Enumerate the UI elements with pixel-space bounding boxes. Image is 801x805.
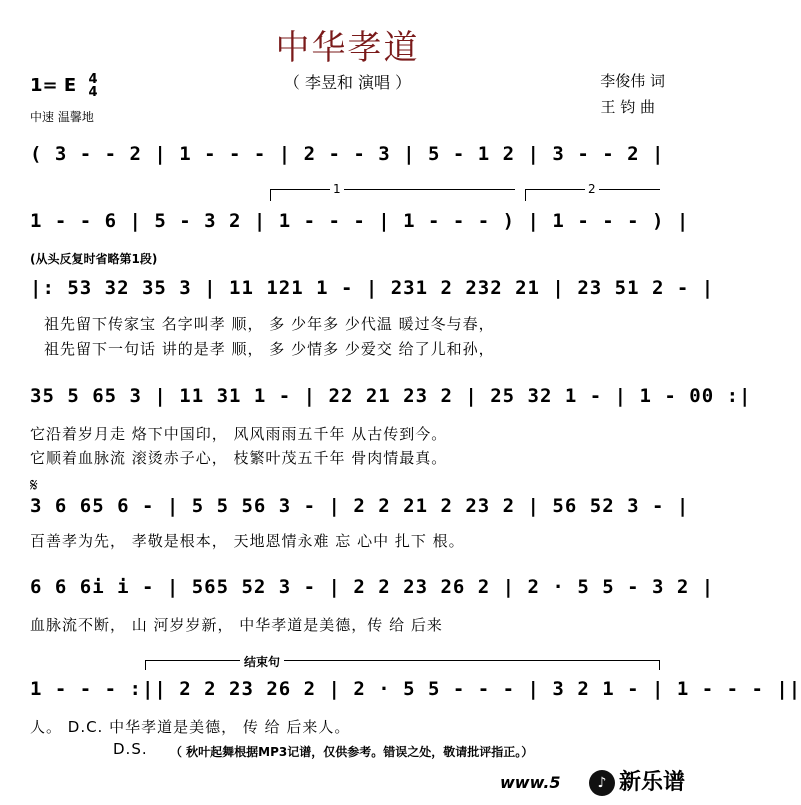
volta-number-2: 2: [585, 182, 599, 196]
score-row-1: ( 3 - - 2 | 1 - - - | 2 - - 3 | 5 - 1 2 | 3 - - 2 |: [30, 143, 665, 165]
ending-bracket-start: [145, 660, 146, 670]
volta-bracket-2-start: [525, 189, 526, 201]
site-logo: [589, 765, 685, 796]
score-row-7: 1 - - - :|| 2 2 23 26 2 | 2 · 5 5 - - - | 3 2 1 - | 1 - - - ||: [30, 678, 801, 700]
score-row-2: 1 - - 6 | 5 - 3 2 | 1 - - - | 1 - - - ) | 1 - - - ) |: [30, 210, 690, 232]
ending-label: 结束句: [240, 653, 284, 670]
music-note-icon: ♪: [589, 770, 615, 796]
meter-top: 4: [88, 72, 98, 87]
logo-text: 新乐谱: [618, 770, 685, 795]
lyric-row-5: 百善孝为先， 孝敬是根本， 天地恩情永难 忘 心中 扎下 根。: [30, 532, 465, 550]
singer-credit: （ 李昱和 演唱 ）: [283, 73, 412, 92]
lyric-row-3-verse-1: 祖先留下传家宝 名字叫孝 顺， 多 少年多 少代温 暖过冬与春，: [44, 315, 495, 333]
volta-number-1: 1: [330, 182, 344, 196]
lyric-row-6: 血脉流不断， 山 河岁岁新， 中华孝道是美德，传 给 后来: [30, 616, 443, 634]
repeat-note: (从头反复时省略第1段): [30, 252, 158, 266]
score-row-6: 6 6 6i i - | 565 52 3 - | 2 2 23 26 2 | 2 · 5 5 - 3 2 |: [30, 576, 715, 598]
segno-icon: 𝄋: [30, 475, 38, 496]
key-signature: [30, 73, 98, 99]
ending-bracket: [145, 660, 660, 661]
composer-credit: 王 钧 曲: [600, 98, 655, 116]
volta-bracket-1: [270, 189, 515, 190]
watermark: www.5: [500, 773, 561, 792]
meter-bottom: 4: [88, 85, 98, 100]
lyric-row-4-verse-2: 它顺着血脉流 滚烫赤子心， 枝繁叶茂五千年 骨肉情最真。: [30, 449, 448, 467]
footnote: （ 秋叶起舞根据MP3记谱，仅供参考。错误之处，敬请批评指正。）: [170, 745, 534, 759]
lyric-row-4-verse-1: 它沿着岁月走 烙下中国印， 风风雨雨五千年 从古传到今。: [30, 425, 448, 443]
tempo-marking: 中速 温馨地: [30, 110, 94, 124]
ds-marking: D.S.: [113, 740, 148, 758]
ending-bracket-end: [659, 660, 660, 670]
lyric-row-7: 人。 D.C. 中华孝道是美德， 传 给 后来人。: [30, 718, 351, 736]
time-signature: [88, 73, 97, 99]
volta-bracket-1-start: [270, 189, 271, 201]
song-title: 中华孝道: [275, 28, 420, 68]
lyricist-credit: 李俊伟 词: [600, 72, 665, 90]
key-label: 1= E: [30, 75, 77, 96]
score-row-4: 35 5 65 3 | 11 31 1 - | 22 21 23 2 | 25 32 1 - | 1 - 00 :|: [30, 385, 752, 407]
lyric-row-3-verse-2: 祖先留下一句话 讲的是孝 顺， 多 少情多 少爱交 给了儿和孙，: [44, 340, 495, 358]
score-row-3: |: 53 32 35 3 | 11 121 1 - | 231 2 232 21 | 23 51 2 - |: [30, 277, 715, 299]
score-row-5: 3 6 65 6 - | 5 5 56 3 - | 2 2 21 2 23 2 | 56 52 3 - |: [30, 495, 690, 517]
